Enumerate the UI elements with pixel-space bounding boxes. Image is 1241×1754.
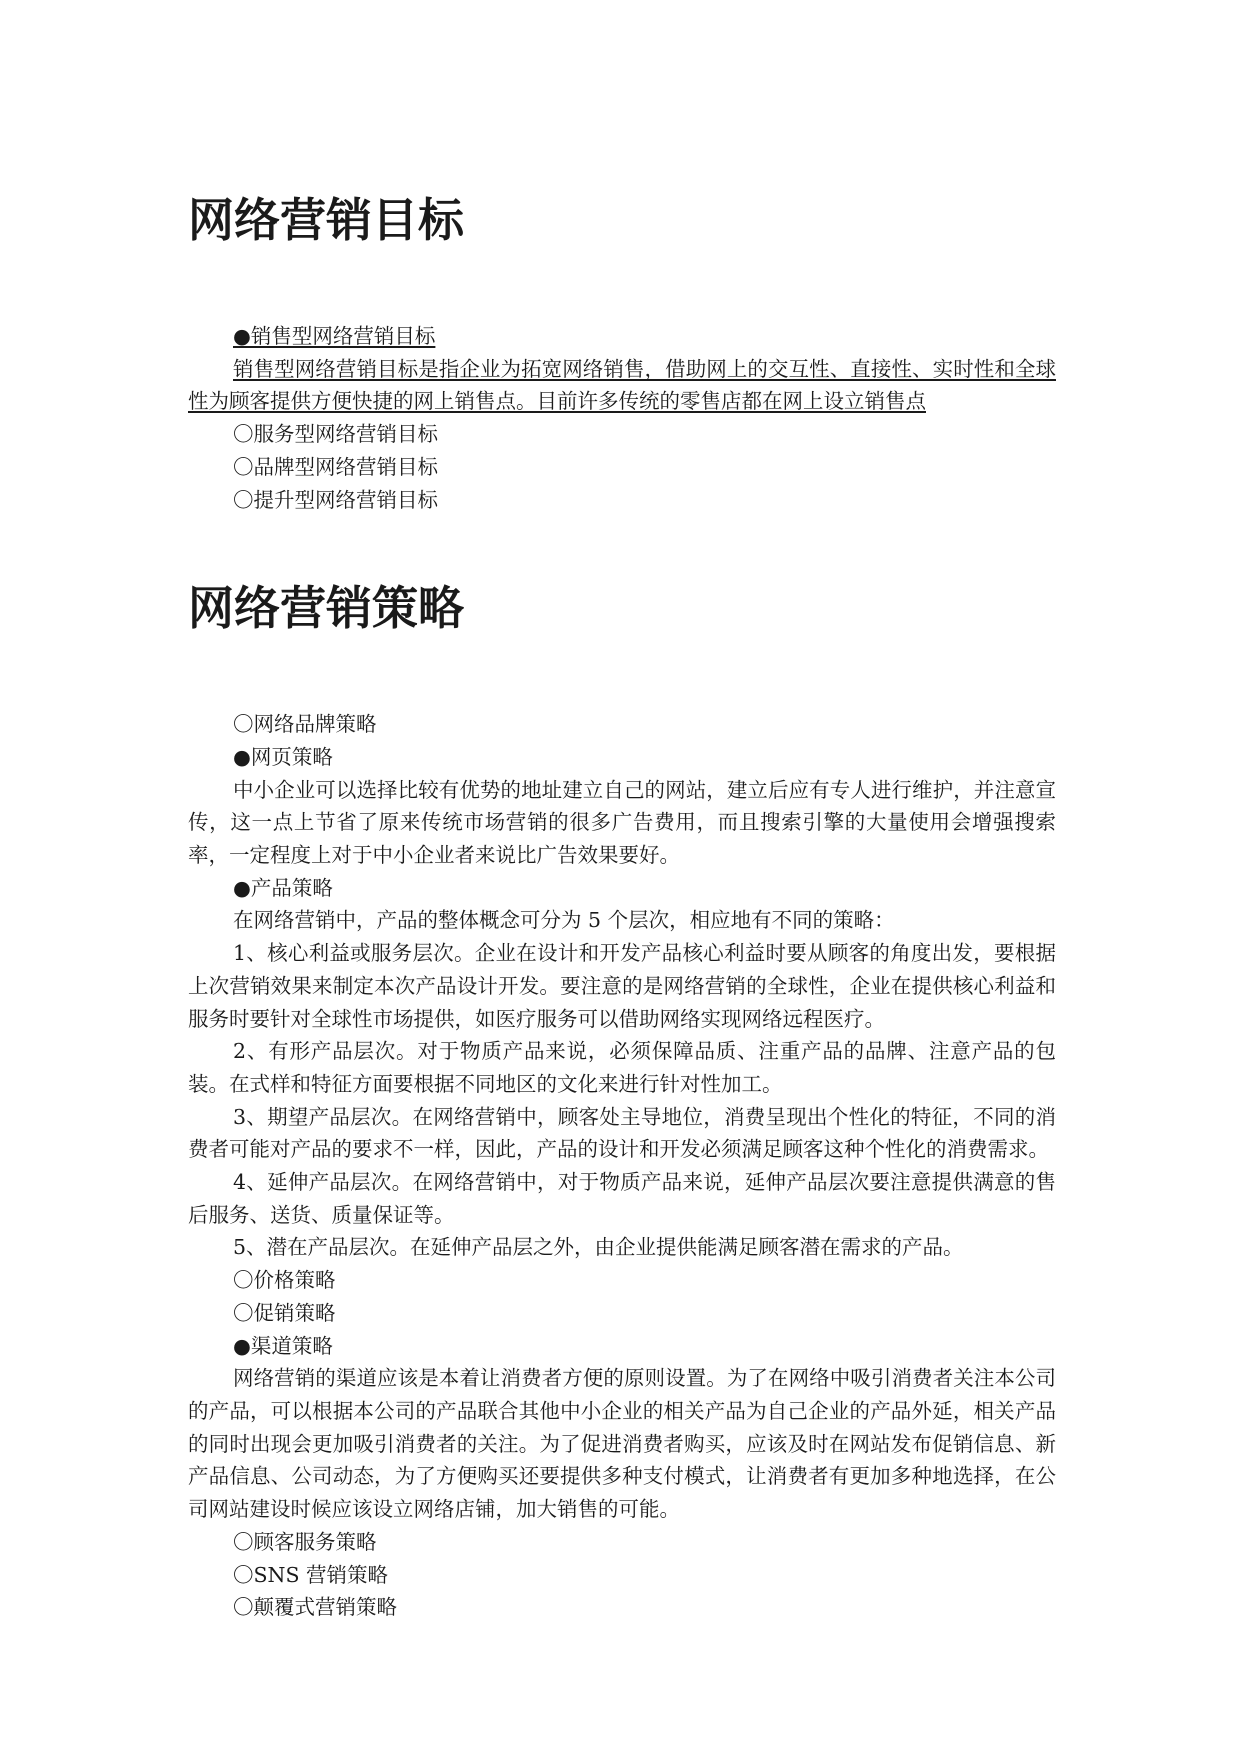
paragraph-product-intro: 在网络营销中，产品的整体概念可分为 5 个层次，相应地有不同的策略： (233, 908, 895, 933)
section-title-strategy: 网络营销策略 (188, 581, 464, 636)
list-item-customer-service-strategy: 〇顾客服务策略 (233, 1529, 377, 1554)
list-item-price-strategy: 〇价格策略 (233, 1268, 336, 1293)
list-item-promotion-strategy: 〇促销策略 (233, 1300, 336, 1325)
list-item-upgrade-goal: 〇提升型网络营销目标 (233, 487, 438, 512)
paragraph-product-level-3: 3、期望产品层次。在网络营销中，顾客处主导地位，消费呈现出个性化的特征，不同的消费者可能对产品的要求不一样，因此，产品的设计和开发必须满足顾客这种个性化的消费需求。 (188, 1104, 1056, 1162)
document-page (188, 190, 1056, 1624)
paragraph-product-level-1: 1、核心利益或服务层次。企业在设计和开发产品核心利益时要从顾客的角度出发，要根据上次营销效果来制定本次产品设计开发。要注意的是网络营销的全球性，企业在提供核心利益和服务时要针对全球性市场提供，如医疗服务可以借助网络实现网络远程医疗。 (188, 941, 1056, 1031)
paragraph-channel-strategy: 网络营销的渠道应该是本着让消费者方便的原则设置。为了在网络中吸引消费者关注本公司的产品，可以根据本公司的产品联合其他中小企业的相关产品为自己企业的产品外延，相关产品的同时出现会更加吸引消费者的关注。为了促进消费者购买，应该及时在网站发布促销信息、新产品信息、公司动态，为了方便购买还要提供多种支付模式，让消费者有更加多种地选择，在公司网站建设时候应该设立网络店铺，加大销售的可能。 (188, 1366, 1056, 1522)
list-item-product-strategy: ●产品策略 (233, 875, 333, 900)
paragraph-product-level-4: 4、延伸产品层次。在网络营销中，对于物质产品来说，延伸产品层次要注意提供满意的售后服务、送货、质量保证等。 (188, 1170, 1056, 1227)
list-item-channel-strategy: ●渠道策略 (233, 1333, 333, 1358)
paragraph-sales-goal: 销售型网络营销目标是指企业为拓宽网络销售，借助网上的交互性、直接性、实时性和全球性为顾客提供方便快捷的网上销售点。目前许多传统的零售店都在网上设立销售点 (188, 356, 1056, 414)
list-item-disruptive-strategy: 〇颠覆式营销策略 (233, 1595, 397, 1620)
list-item-sales-goal: ●销售型网络营销目标 (233, 324, 436, 348)
list-item-service-goal: 〇服务型网络营销目标 (233, 422, 438, 447)
list-item-sns-strategy: 〇SNS 营销策略 (233, 1562, 389, 1587)
paragraph-product-level-2: 2、有形产品层次。对于物质产品来说，必须保障品质、注重产品的品牌、注意产品的包装。在式样和特征方面要根据不同地区的文化来进行针对性加工。 (188, 1039, 1056, 1096)
paragraph-product-level-5: 5、潜在产品层次。在延伸产品层之外，由企业提供能满足顾客潜在需求的产品。 (233, 1235, 964, 1260)
list-item-brand-goal: 〇品牌型网络营销目标 (233, 454, 438, 479)
paragraph-webpage-strategy: 中小企业可以选择比较有优势的地址建立自己的网站，建立后应有专人进行维护，并注意宣传，这一点上节省了原来传统市场营销的很多广告费用，而且搜索引擎的大量使用会增强搜索率，一定程度上对于中小企业者来说比广告效果要好。 (188, 777, 1056, 868)
list-item-brand-strategy: 〇网络品牌策略 (233, 712, 377, 737)
section-title-goals: 网络营销目标 (188, 193, 464, 247)
list-item-webpage-strategy: ●网页策略 (233, 744, 333, 769)
